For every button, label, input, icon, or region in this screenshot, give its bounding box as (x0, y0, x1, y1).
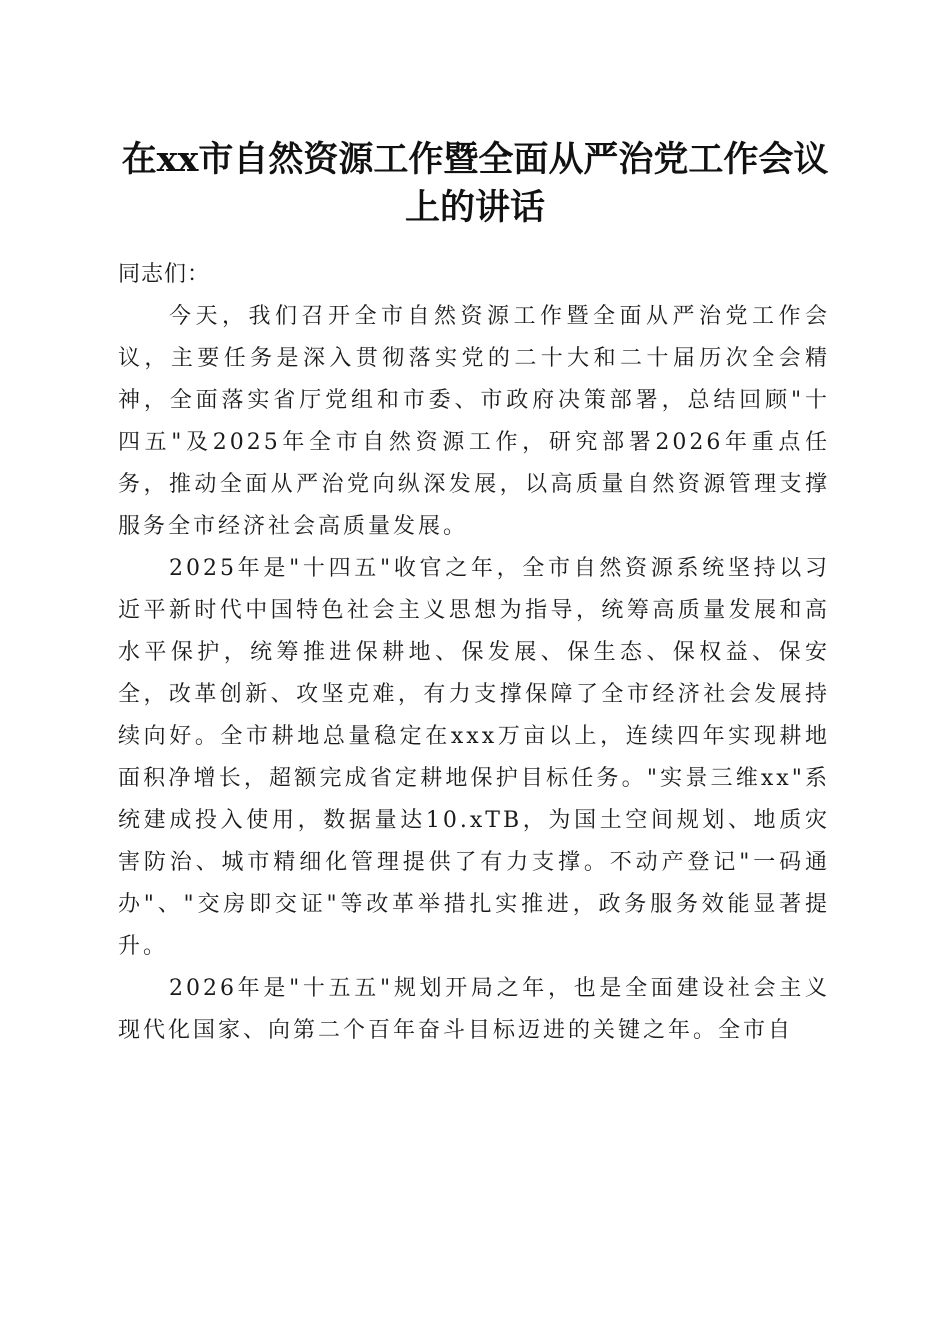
document-title: 在xx市自然资源工作暨全面从严治党工作会议上的讲话 (121, 139, 829, 228)
salutation: 同志们： (118, 262, 211, 287)
paragraph-outlook-2026: 2026年是"十五五"规划开局之年，也是全面建设社会主义现代化国家、向第二个百年奋斗目标迈进的关键之年。全市自 (118, 976, 830, 1043)
paragraph-opening: 今天，我们召开全市自然资源工作暨全面从严治党工作会议，主要任务是深入贯彻落实党的二十大和二十届历次全会精神，全面落实省厅党组和市委、市政府决策部署，总结回顾"十四五"及2025年全市自然资源工作，研究部署2026年重点任务，推动全面从严治党向纵深发展，以高质量自然资源管理支撑服务全市经济社会高质量发展。 (118, 304, 830, 539)
paragraph-review-2025: 2025年是"十四五"收官之年，全市自然资源系统坚持以习近平新时代中国特色社会主义思想为指导，统筹高质量发展和高水平保护，统筹推进保耕地、保发展、保生态、保权益、保安全，改革创新、攻坚克难，有力支撑保障了全市经济社会发展持续向好。全市耕地总量稳定在xxx万亩以上，连续四年实现耕地面积净增长，超额完成省定耕地保护目标任务。"实景三维xx"系统建成投入使用，数据量达10.xTB，为国土空间规划、地质灾害防治、城市精细化管理提供了有力支撑。不动产登记"一码通办"、"交房即交证"等改革举措扎实推进，政务服务效能显著提升。 (118, 556, 830, 959)
document-body (118, 254, 830, 1052)
